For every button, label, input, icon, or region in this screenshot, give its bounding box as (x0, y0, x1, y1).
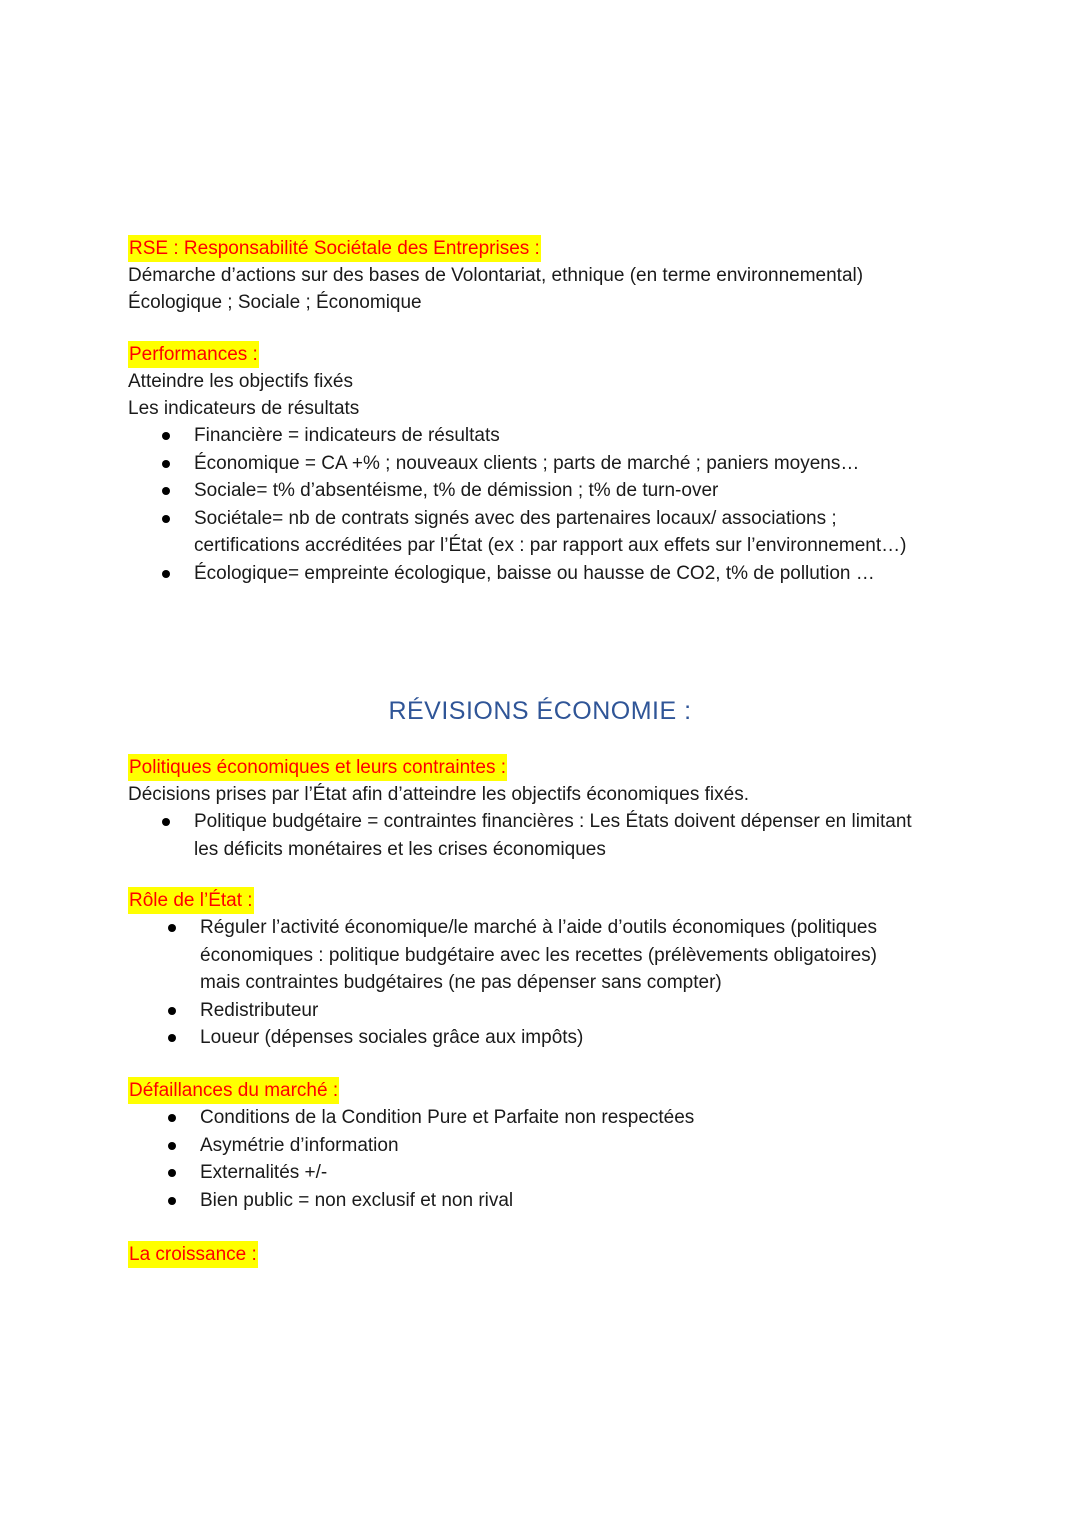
rse-line: Écologique ; Sociale ; Économique (128, 292, 422, 313)
list-item-text: les déficits monétaires et les crises économiques (194, 838, 606, 860)
role-etat-list (128, 914, 988, 1052)
list-item-text: Sociétale= nb de contrats signés avec des partenaires locaux/ associations ; (194, 507, 837, 529)
rse-heading: RSE : Responsabilité Sociétale des Entreprises : (128, 235, 541, 262)
bullet-icon (162, 515, 170, 523)
bullet-icon (168, 924, 176, 932)
list-item-text: Asymétrie d’information (200, 1134, 399, 1156)
list-item-text: Politique budgétaire = contraintes financières : Les États doivent dépenser en limitant (194, 811, 912, 832)
politiques-section (128, 754, 988, 863)
bullet-icon (162, 460, 170, 468)
list-item-text: économiques : politique budgétaire avec les recettes (prélèvements obligatoires) (200, 944, 877, 966)
politiques-heading: Politiques économiques et leurs contraintes : (128, 754, 507, 781)
bullet-icon (162, 818, 170, 826)
performances-heading: Performances : (128, 341, 259, 368)
bullet-icon (168, 1142, 176, 1150)
bullet-icon (168, 1114, 176, 1122)
politiques-list (128, 808, 988, 863)
list-item (128, 560, 988, 588)
list-item (128, 1187, 988, 1215)
list-item (128, 914, 988, 997)
politiques-line: Décisions prises par l’État afin d’atteindre les objectifs économiques fixés. (128, 784, 749, 805)
list-item (128, 808, 988, 863)
list-item (128, 1104, 988, 1132)
list-item (128, 1159, 988, 1187)
list-item (128, 505, 988, 560)
bullet-icon (168, 1007, 176, 1015)
list-item-text: Financière = indicateurs de résultats (194, 425, 500, 446)
croissance-section (128, 1241, 988, 1268)
list-item-text: Bien public = non exclusif et non rival (200, 1189, 514, 1211)
list-item (128, 477, 988, 505)
bullet-icon (162, 487, 170, 495)
role-etat-section (128, 887, 988, 1052)
defaillances-section (128, 1077, 988, 1214)
bullet-icon (168, 1197, 176, 1205)
list-item (128, 422, 988, 450)
performances-line: Les indicateurs de résultats (128, 398, 360, 419)
list-item-text: Redistributeur (200, 999, 319, 1021)
defaillances-list (128, 1104, 988, 1214)
list-item-text: mais contraintes budgétaires (ne pas dépenser sans compter) (200, 972, 722, 993)
page-title: RÉVISIONS ÉCONOMIE : (388, 697, 692, 725)
list-item (128, 1132, 988, 1160)
performances-line: Atteindre les objectifs fixés (128, 371, 353, 392)
list-item-text: Écologique= empreinte écologique, baisse ou hausse de CO2, t% de pollution … (194, 562, 875, 584)
list-item-text: Conditions de la Condition Pure et Parfaite non respectées (200, 1107, 695, 1128)
list-item-text: Réguler l’activité économique/le marché à l’aide d’outils économiques (politiques (200, 917, 877, 938)
list-item (128, 450, 988, 478)
bullet-icon (162, 432, 170, 440)
list-item-text: certifications accréditées par l’État (ex : par rapport aux effets sur l’environnement…) (194, 535, 907, 556)
bullet-icon (168, 1169, 176, 1177)
list-item (128, 997, 988, 1025)
list-item-text: Sociale= t% d’absentéisme, t% de démission ; t% de turn-over (194, 480, 719, 501)
croissance-heading: La croissance : (128, 1241, 258, 1268)
defaillances-heading: Défaillances du marché : (128, 1077, 339, 1104)
list-item-text: Économique = CA +% ; nouveaux clients ; parts de marché ; paniers moyens… (194, 452, 860, 474)
bullet-icon (162, 570, 170, 578)
rse-line: Démarche d’actions sur des bases de Volontariat, ethnique (en terme environnemental) (128, 265, 864, 286)
performances-list (128, 422, 988, 587)
list-item-text: Loueur (dépenses sociales grâce aux impôts) (200, 1027, 584, 1048)
list-item (128, 1024, 988, 1052)
performances-section (128, 341, 988, 587)
list-item-text: Externalités +/- (200, 1162, 328, 1183)
role-etat-heading: Rôle de l’État : (128, 887, 254, 914)
rse-section (128, 235, 988, 316)
bullet-icon (168, 1034, 176, 1042)
